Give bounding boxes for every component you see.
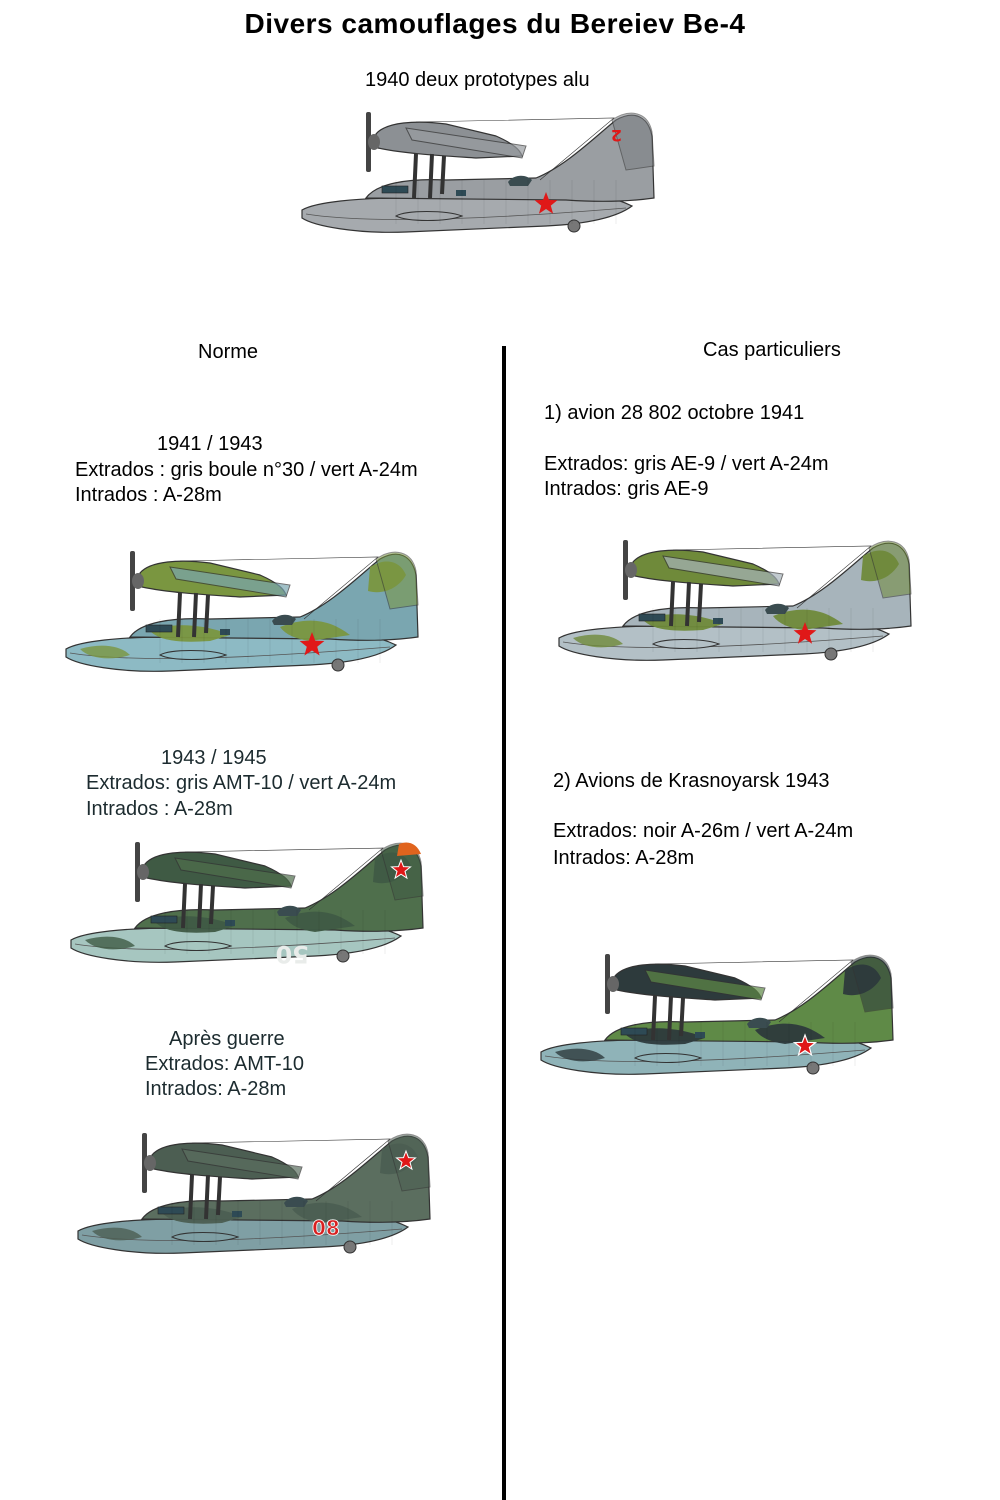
cas-1-aircraft-illustration bbox=[553, 534, 918, 670]
norme-3-extrados: Extrados: AMT-10 bbox=[145, 1053, 304, 1075]
norme-3-intrados: Intrados: A-28m bbox=[145, 1078, 287, 1100]
norme-3-period: Après guerre bbox=[169, 1028, 285, 1050]
tail-wheel bbox=[337, 950, 349, 962]
propeller-hub bbox=[607, 976, 619, 992]
aircraft-number-marking: 08 bbox=[312, 1216, 340, 1240]
side-window bbox=[456, 190, 466, 196]
prototype-caption: 1940 deux prototypes alu bbox=[365, 69, 590, 91]
propeller-hub bbox=[137, 864, 149, 880]
side-window bbox=[713, 618, 723, 624]
norme-3-aircraft-illustration bbox=[72, 1127, 437, 1263]
norme-2-intrados: Intrados : A-28m bbox=[86, 798, 233, 820]
gun-turret bbox=[508, 176, 532, 186]
gun-turret bbox=[272, 615, 296, 625]
cockpit-window bbox=[621, 1028, 647, 1035]
page-title: Divers camouflages du Bereiev Be-4 bbox=[244, 8, 746, 39]
gun-turret bbox=[284, 1197, 308, 1207]
tail-wheel bbox=[568, 220, 580, 232]
side-window bbox=[232, 1211, 242, 1217]
cas-1-heading: 1) avion 28 802 octobre 1941 bbox=[544, 402, 805, 424]
column-divider bbox=[502, 346, 506, 1500]
norme-2-period: 1943 / 1945 bbox=[161, 747, 267, 769]
cas-2-heading: 2) Avions de Krasnoyarsk 1943 bbox=[553, 770, 830, 792]
cockpit-window bbox=[146, 625, 172, 632]
cas-1-intrados: Intrados: gris AE-9 bbox=[544, 478, 709, 500]
gun-turret bbox=[765, 604, 789, 614]
tail-wheel bbox=[807, 1062, 819, 1074]
side-window bbox=[220, 629, 230, 635]
norme-1-aircraft-illustration bbox=[60, 545, 425, 681]
cockpit-window bbox=[151, 916, 177, 923]
propeller-hub bbox=[144, 1155, 156, 1171]
propeller-hub bbox=[368, 134, 380, 150]
cas-2-extrados: Extrados: noir A-26m / vert A-24m bbox=[553, 820, 854, 842]
aircraft-number-marking: 50 bbox=[275, 940, 309, 968]
rudder-tip bbox=[397, 842, 421, 856]
gun-turret bbox=[277, 906, 301, 916]
cas-2-aircraft-illustration bbox=[535, 948, 900, 1084]
norme-2-extrados: Extrados: gris AMT-10 / vert A-24m bbox=[86, 772, 397, 794]
tail-wheel bbox=[332, 659, 344, 671]
norme-2-aircraft-illustration bbox=[65, 836, 430, 972]
cockpit-window bbox=[382, 186, 408, 193]
cockpit-window bbox=[639, 614, 665, 621]
cas-particuliers-column-heading: Cas particuliers bbox=[703, 339, 841, 361]
propeller-hub bbox=[132, 573, 144, 589]
cockpit-window bbox=[158, 1207, 184, 1214]
tail-wheel bbox=[344, 1241, 356, 1253]
propeller-hub bbox=[625, 562, 637, 578]
side-window bbox=[225, 920, 235, 926]
norme-1-intrados: Intrados : A-28m bbox=[75, 484, 222, 506]
aircraft-number-marking: 2 bbox=[610, 126, 622, 145]
tail-wheel bbox=[825, 648, 837, 660]
side-window bbox=[695, 1032, 705, 1038]
norme-1-period: 1941 / 1943 bbox=[157, 433, 263, 455]
gun-turret bbox=[747, 1018, 771, 1028]
cas-2-intrados: Intrados: A-28m bbox=[553, 847, 695, 869]
prototype-aircraft-illustration bbox=[296, 106, 661, 242]
norme-column-heading: Norme bbox=[198, 341, 259, 363]
norme-1-extrados: Extrados : gris boule n°30 / vert A-24m bbox=[75, 459, 418, 481]
cas-1-extrados: Extrados: gris AE-9 / vert A-24m bbox=[544, 453, 829, 475]
